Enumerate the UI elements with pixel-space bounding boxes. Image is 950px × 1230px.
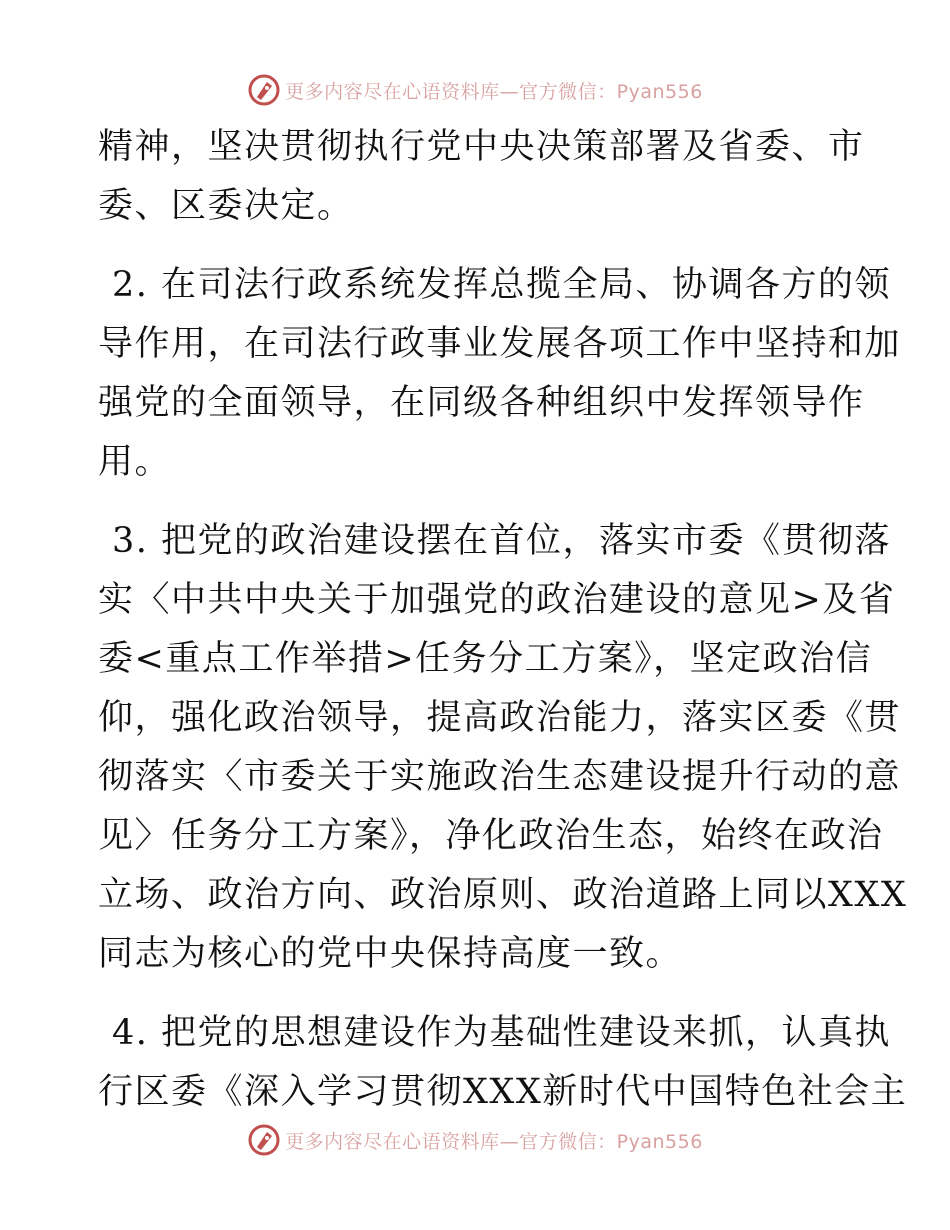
footer-watermark-banner bbox=[0, 1120, 950, 1160]
text-line: 3. 把党的政治建设摆在首位，落实市委《贯彻落 bbox=[112, 521, 892, 561]
text-line: 精神，坚决贯彻执行党中央决策部署及省委、市 bbox=[98, 127, 865, 167]
text-line: 见〉任务分工方案》，净化政治生态，始终在政治 bbox=[98, 816, 884, 856]
text-line: 同志为核心的党中央保持高度一致。 bbox=[98, 934, 683, 974]
paragraph-2 bbox=[98, 256, 902, 492]
pen-nib-logo-icon bbox=[247, 73, 281, 107]
text-line: 2. 在司法行政系统发挥总揽全局、协调各方的领 bbox=[112, 265, 892, 305]
header-watermark-text: 更多内容尽在心语资料库—官方微信：Pyan556 bbox=[285, 80, 703, 103]
text-line: 行区委《深入学习贯彻XXX新时代中国特色社会主 bbox=[98, 1072, 908, 1112]
header-watermark-banner bbox=[0, 70, 950, 110]
text-line: 委、区委决定。 bbox=[98, 186, 354, 226]
text-line: 彻落实〈市委关于实施政治生态建设提升行动的意 bbox=[98, 757, 902, 797]
pen-nib-logo-icon bbox=[247, 1123, 281, 1157]
text-line: 4. 把党的思想建设作为基础性建设来抓，认真执 bbox=[112, 1013, 892, 1053]
text-line: 实〈中共中央关于加强党的政治建设的意见>及省 bbox=[98, 580, 896, 620]
text-line: 立场、政治方向、政治原则、政治道路上同以XXX bbox=[98, 875, 908, 915]
paragraph-3 bbox=[98, 512, 908, 984]
document-body bbox=[98, 118, 908, 1122]
text-line: 强党的全面领导，在同级各种组织中发挥领导作 bbox=[98, 383, 865, 423]
paragraph-1 bbox=[98, 118, 865, 236]
footer-watermark-text: 更多内容尽在心语资料库—官方微信：Pyan556 bbox=[285, 1130, 703, 1153]
text-line: 委<重点工作举措>任务分工方案》，坚定政治信 bbox=[98, 639, 873, 679]
text-line: 用。 bbox=[98, 442, 172, 482]
text-line: 仰，强化政治领导，提高政治能力，落实区委《贯 bbox=[98, 698, 902, 738]
text-line: 导作用，在司法行政事业发展各项工作中坚持和加 bbox=[98, 324, 902, 364]
paragraph-4 bbox=[98, 1004, 908, 1122]
